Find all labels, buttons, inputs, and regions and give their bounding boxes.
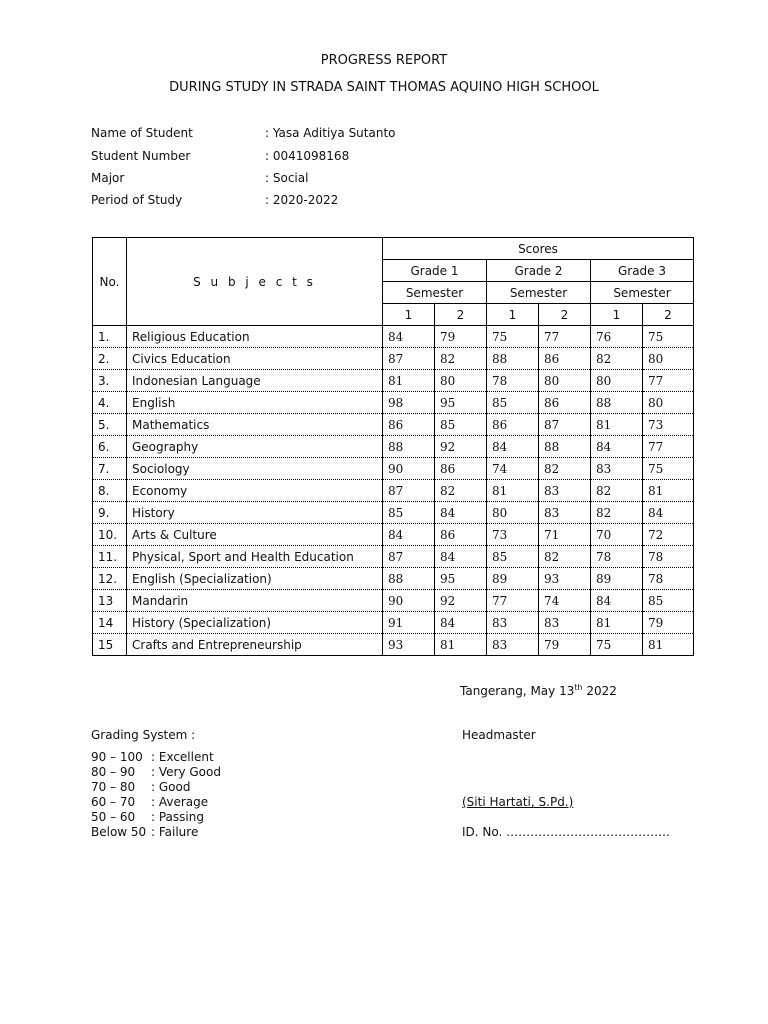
table-row [93, 392, 694, 414]
score-cell: 86 [383, 414, 435, 436]
score-cell: 85 [383, 502, 435, 524]
subject-name: Crafts and Entrepreneurship [127, 634, 383, 656]
semester-number: 2 [435, 304, 487, 326]
score-cell: 79 [643, 612, 694, 634]
grade-3-header: Grade 3 [591, 260, 694, 282]
score-cell: 93 [539, 568, 591, 590]
score-cell: 78 [643, 546, 694, 568]
score-cell: 80 [487, 502, 539, 524]
grading-description: : Passing [151, 810, 204, 824]
score-cell: 81 [591, 414, 643, 436]
row-number: 13 [93, 590, 127, 612]
score-cell: 80 [643, 348, 694, 370]
table-row [93, 546, 694, 568]
report-title: PROGRESS REPORT [320, 53, 448, 68]
score-cell: 85 [487, 392, 539, 414]
subjects-header: S u b j e c t s [127, 238, 383, 326]
table-row [93, 612, 694, 634]
subject-name: Geography [127, 436, 383, 458]
grading-system-list [91, 750, 221, 840]
score-cell: 84 [591, 590, 643, 612]
headmaster-name: (Siti Hartati, S.Pd.) [462, 795, 574, 809]
score-cell: 85 [643, 590, 694, 612]
score-cell: 88 [591, 392, 643, 414]
score-cell: 74 [539, 590, 591, 612]
grading-range: 80 – 90 [91, 765, 136, 779]
score-cell: 90 [383, 458, 435, 480]
semester-header: Semester [591, 282, 694, 304]
score-cell: 73 [487, 524, 539, 546]
score-cell: 86 [487, 414, 539, 436]
score-cell: 88 [487, 348, 539, 370]
subject-name: Sociology [127, 458, 383, 480]
score-cell: 73 [643, 414, 694, 436]
grading-description: : Good [151, 780, 191, 794]
score-cell: 80 [539, 370, 591, 392]
grades-body [93, 326, 694, 656]
score-cell: 87 [383, 348, 435, 370]
row-number: 6. [93, 436, 127, 458]
score-cell: 88 [383, 568, 435, 590]
subject-name: History [127, 502, 383, 524]
score-cell: 77 [487, 590, 539, 612]
semester-header: Semester [487, 282, 591, 304]
score-cell: 82 [591, 480, 643, 502]
student-number-value: : 0041098168 [265, 149, 350, 163]
major-value: : Social [265, 171, 309, 185]
score-cell: 82 [591, 502, 643, 524]
report-subtitle: DURING STUDY IN STRADA SAINT THOMAS AQUINO HIGH SCHOOL [169, 80, 599, 95]
score-cell: 79 [435, 326, 487, 348]
score-cell: 87 [383, 480, 435, 502]
score-cell: 89 [487, 568, 539, 590]
score-cell: 81 [435, 634, 487, 656]
score-cell: 82 [539, 546, 591, 568]
score-cell: 75 [643, 326, 694, 348]
score-cell: 88 [383, 436, 435, 458]
table-row [93, 568, 694, 590]
score-cell: 77 [643, 436, 694, 458]
row-number: 1. [93, 326, 127, 348]
period-label: Period of Study [91, 193, 183, 207]
score-cell: 83 [539, 502, 591, 524]
table-row [93, 436, 694, 458]
table-row [93, 370, 694, 392]
grading-description: : Average [151, 795, 209, 809]
score-cell: 84 [435, 502, 487, 524]
score-cell: 81 [643, 634, 694, 656]
table-row [93, 458, 694, 480]
score-cell: 92 [435, 590, 487, 612]
score-cell: 78 [487, 370, 539, 392]
score-cell: 84 [383, 326, 435, 348]
score-cell: 86 [539, 392, 591, 414]
semester-number: 1 [591, 304, 643, 326]
score-cell: 71 [539, 524, 591, 546]
grading-item [91, 795, 221, 810]
table-row [93, 414, 694, 436]
grading-system-title: Grading System : [91, 728, 196, 742]
row-number: 5. [93, 414, 127, 436]
score-cell: 75 [487, 326, 539, 348]
student-number-label: Student Number [91, 149, 191, 163]
grading-item [91, 765, 221, 780]
student-name-label: Name of Student [91, 126, 193, 140]
score-cell: 80 [643, 392, 694, 414]
table-row [93, 326, 694, 348]
period-value: : 2020-2022 [265, 193, 339, 207]
score-cell: 83 [539, 612, 591, 634]
score-cell: 86 [539, 348, 591, 370]
no-header: No. [93, 238, 127, 326]
score-cell: 81 [487, 480, 539, 502]
row-number: 11. [93, 546, 127, 568]
headmaster-label: Headmaster [462, 728, 536, 742]
row-number: 10. [93, 524, 127, 546]
score-cell: 83 [487, 612, 539, 634]
score-cell: 83 [591, 458, 643, 480]
date-year: 2022 [582, 684, 617, 698]
score-cell: 95 [435, 568, 487, 590]
grading-range: 90 – 100 [91, 750, 143, 764]
grading-item [91, 810, 221, 825]
score-cell: 84 [643, 502, 694, 524]
score-cell: 90 [383, 590, 435, 612]
score-cell: 93 [383, 634, 435, 656]
score-cell: 88 [539, 436, 591, 458]
score-cell: 84 [383, 524, 435, 546]
subject-name: English (Specialization) [127, 568, 383, 590]
score-cell: 81 [383, 370, 435, 392]
table-row [93, 348, 694, 370]
score-cell: 87 [383, 546, 435, 568]
score-cell: 78 [591, 546, 643, 568]
place-date [460, 683, 617, 698]
table-row [93, 502, 694, 524]
score-cell: 95 [435, 392, 487, 414]
score-cell: 82 [591, 348, 643, 370]
row-number: 12. [93, 568, 127, 590]
grading-item [91, 750, 221, 765]
subject-name: Religious Education [127, 326, 383, 348]
headmaster-id: ID. No. ………………………………….. [462, 825, 670, 839]
semester-number: 2 [643, 304, 694, 326]
grading-range: 50 – 60 [91, 810, 136, 824]
score-cell: 76 [591, 326, 643, 348]
score-cell: 84 [591, 436, 643, 458]
subject-name: Mandarin [127, 590, 383, 612]
score-cell: 92 [435, 436, 487, 458]
subject-name: Physical, Sport and Health Education [127, 546, 383, 568]
row-number: 7. [93, 458, 127, 480]
score-cell: 86 [435, 458, 487, 480]
subject-name: History (Specialization) [127, 612, 383, 634]
grades-table [92, 237, 694, 656]
subject-name: Mathematics [127, 414, 383, 436]
student-name-value: : Yasa Aditiya Sutanto [265, 126, 396, 140]
score-cell: 82 [435, 480, 487, 502]
subject-name: Indonesian Language [127, 370, 383, 392]
score-cell: 75 [643, 458, 694, 480]
row-number: 3. [93, 370, 127, 392]
table-row [93, 634, 694, 656]
semester-number: 1 [383, 304, 435, 326]
score-cell: 87 [539, 414, 591, 436]
scores-header: Scores [383, 238, 694, 260]
row-number: 2. [93, 348, 127, 370]
score-cell: 77 [643, 370, 694, 392]
row-number: 9. [93, 502, 127, 524]
place-date-text: Tangerang, May 13 [460, 684, 575, 698]
score-cell: 83 [539, 480, 591, 502]
subject-name: Economy [127, 480, 383, 502]
row-number: 4. [93, 392, 127, 414]
grading-range: 70 – 80 [91, 780, 136, 794]
grading-item [91, 780, 221, 795]
subject-name: Arts & Culture [127, 524, 383, 546]
score-cell: 81 [643, 480, 694, 502]
semester-header: Semester [383, 282, 487, 304]
row-number: 8. [93, 480, 127, 502]
semester-number: 1 [487, 304, 539, 326]
score-cell: 82 [435, 348, 487, 370]
score-cell: 81 [591, 612, 643, 634]
score-cell: 91 [383, 612, 435, 634]
score-cell: 82 [539, 458, 591, 480]
major-label: Major [91, 171, 125, 185]
subject-name: English [127, 392, 383, 414]
score-cell: 84 [435, 612, 487, 634]
grading-range: 60 – 70 [91, 795, 136, 809]
score-cell: 86 [435, 524, 487, 546]
semester-number: 2 [539, 304, 591, 326]
score-cell: 98 [383, 392, 435, 414]
score-cell: 70 [591, 524, 643, 546]
score-cell: 80 [435, 370, 487, 392]
score-cell: 89 [591, 568, 643, 590]
score-cell: 80 [591, 370, 643, 392]
score-cell: 84 [435, 546, 487, 568]
row-number: 15 [93, 634, 127, 656]
grading-item [91, 825, 221, 840]
grading-range: Below 50 [91, 825, 147, 839]
score-cell: 85 [435, 414, 487, 436]
grading-description: : Very Good [151, 765, 221, 779]
score-cell: 74 [487, 458, 539, 480]
score-cell: 85 [487, 546, 539, 568]
grade-2-header: Grade 2 [487, 260, 591, 282]
score-cell: 77 [539, 326, 591, 348]
date-suffix: th [574, 683, 583, 692]
score-cell: 75 [591, 634, 643, 656]
table-row [93, 590, 694, 612]
grade-1-header: Grade 1 [383, 260, 487, 282]
score-cell: 72 [643, 524, 694, 546]
row-number: 14 [93, 612, 127, 634]
table-row [93, 524, 694, 546]
table-row [93, 480, 694, 502]
grading-description: : Failure [151, 825, 199, 839]
subject-name: Civics Education [127, 348, 383, 370]
grading-description: : Excellent [151, 750, 214, 764]
score-cell: 84 [487, 436, 539, 458]
score-cell: 79 [539, 634, 591, 656]
score-cell: 83 [487, 634, 539, 656]
score-cell: 78 [643, 568, 694, 590]
